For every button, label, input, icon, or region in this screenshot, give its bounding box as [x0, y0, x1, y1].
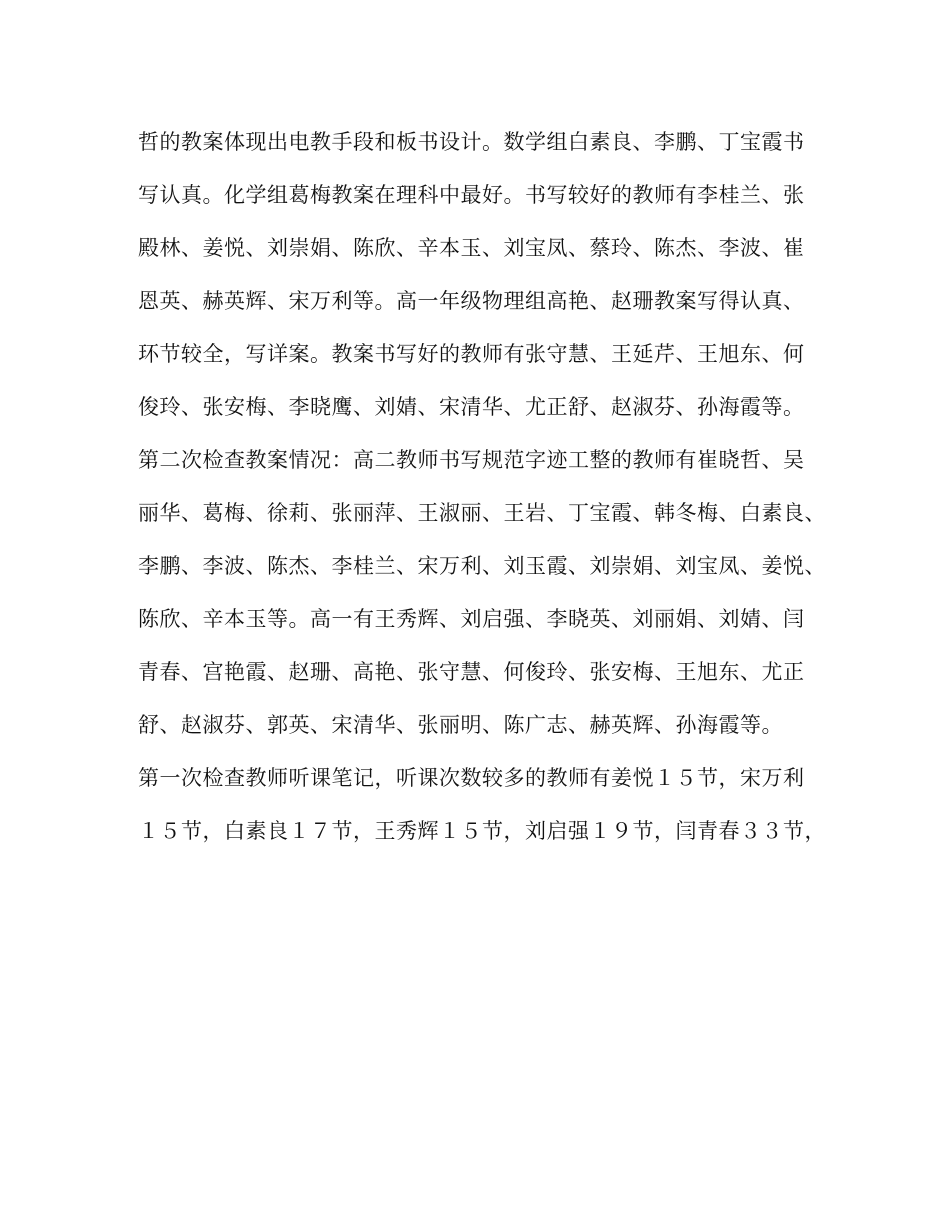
text-line-10: 陈欣、辛本玉等。高一有王秀辉、刘启强、李晓英、刘丽娟、刘婧、闫 [138, 607, 805, 631]
text-line-6: 俊玲、张安梅、李晓鹰、刘婧、宋清华、尤正舒、赵淑芬、孙海霞等。 [138, 395, 805, 419]
text-line-7: 第二次检查教案情况：高二教师书写规范字迹工整的教师有崔晓哲、吴 [138, 448, 805, 472]
text-line-8: 丽华、葛梅、徐莉、张丽萍、王淑丽、王岩、丁宝霞、韩冬梅、白素良、 [138, 501, 826, 525]
text-line-4: 恩英、赫英辉、宋万利等。高一年级物理组高艳、赵珊教案写得认真、 [138, 289, 805, 313]
body-text [138, 122, 828, 864]
text-line-1: 哲的教案体现出电教手段和板书设计。数学组白素良、李鹏、丁宝霞书 [138, 130, 805, 154]
text-line-5: 环节较全，写详案。教案书写好的教师有张守慧、王延芹、王旭东、何 [138, 342, 805, 366]
text-line-3: 殿林、姜悦、刘崇娟、陈欣、辛本玉、刘宝凤、蔡玲、陈杰、李波、崔 [138, 236, 805, 260]
text-line-2: 写认真。化学组葛梅教案在理科中最好。书写较好的教师有李桂兰、张 [138, 183, 805, 207]
text-line-13: 第一次检查教师听课笔记，听课次数较多的教师有姜悦１５节，宋万利 [138, 766, 805, 790]
text-line-14: １５节，白素良１７节，王秀辉１５节，刘启强１９节，闫青春３３节， [138, 819, 826, 843]
text-line-9: 李鹏、李波、陈杰、李桂兰、宋万利、刘玉霞、刘崇娟、刘宝凤、姜悦、 [138, 554, 826, 578]
text-line-12: 舒、赵淑芬、郭英、宋清华、张丽明、陈广志、赫英辉、孙海霞等。 [138, 713, 783, 737]
text-line-11: 青春、宫艳霞、赵珊、高艳、张守慧、何俊玲、张安梅、王旭东、尤正 [138, 660, 805, 684]
